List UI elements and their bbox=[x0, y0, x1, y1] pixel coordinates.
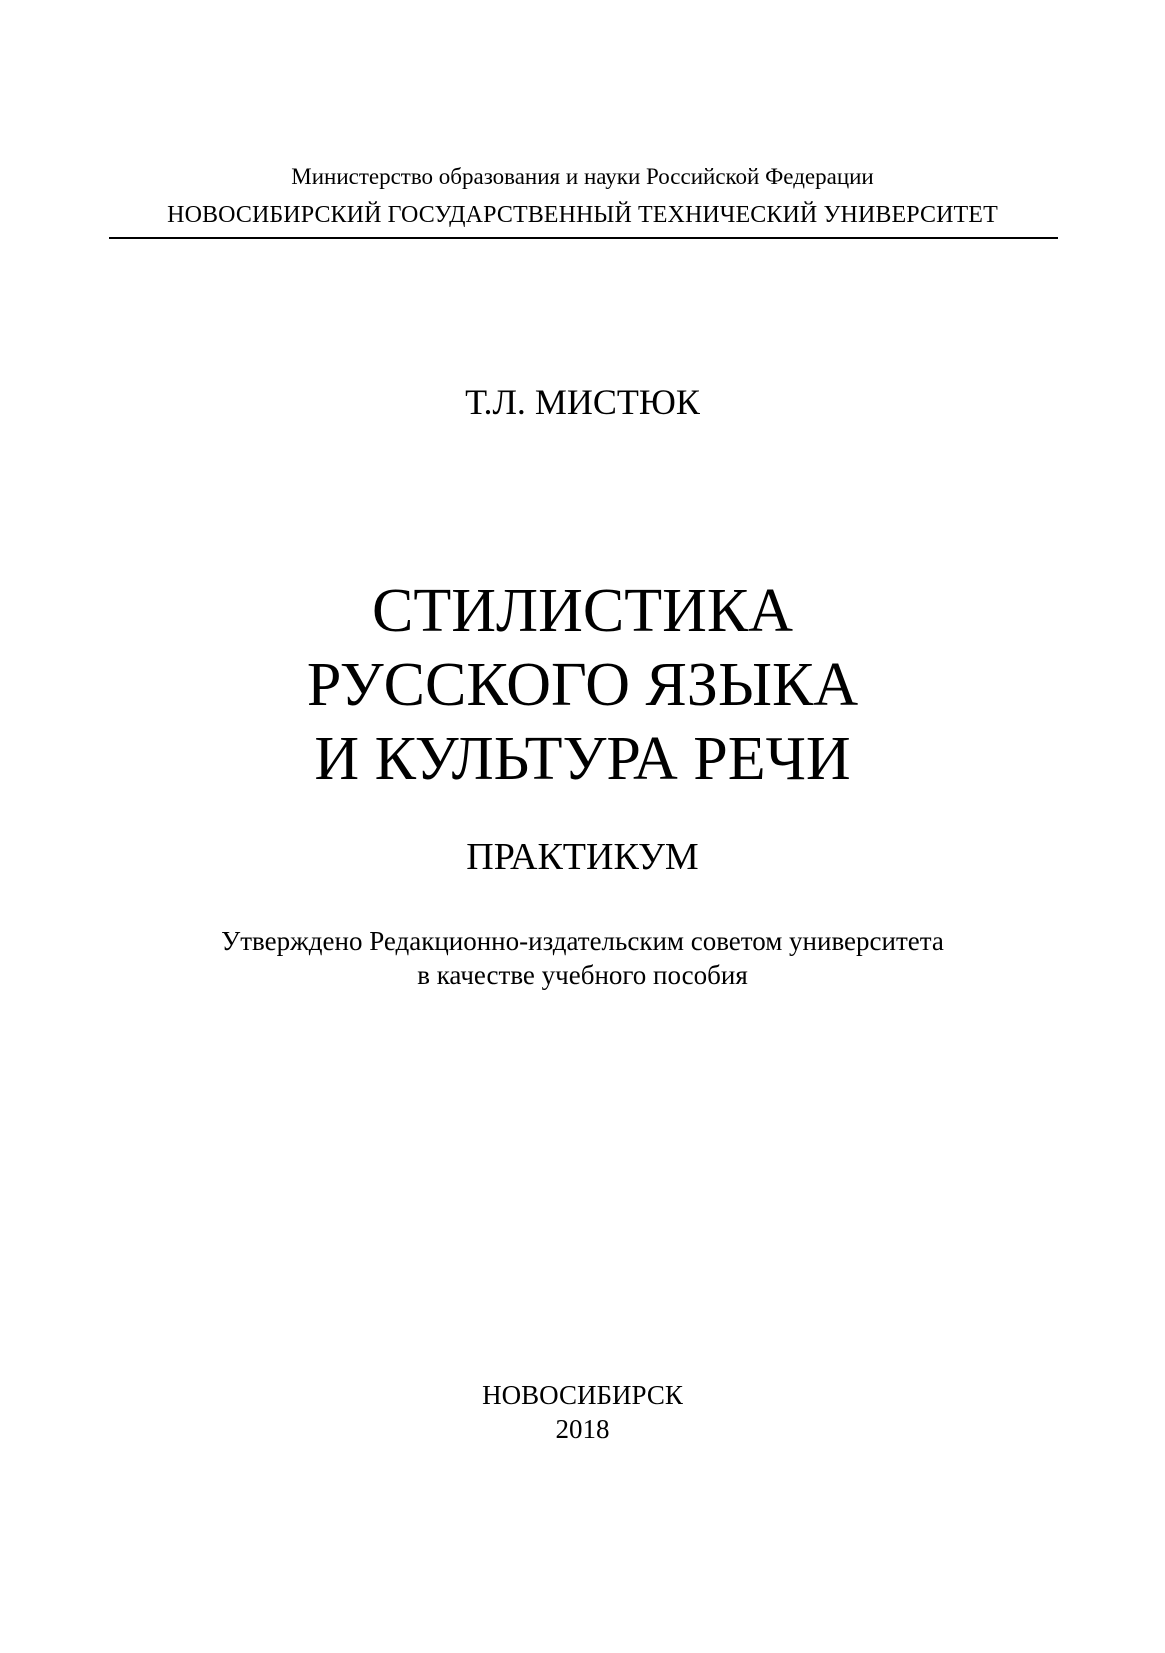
title-line: И КУЛЬТУРА РЕЧИ bbox=[314, 725, 851, 793]
approval-line: Утверждено Редакционно-издательским советом университета bbox=[221, 926, 944, 956]
approval-note bbox=[0, 924, 1165, 992]
header-divider bbox=[109, 237, 1058, 239]
ministry-name: Министерство образования и науки Российской Федерации bbox=[291, 164, 874, 189]
author-name: Т.Л. МИСТЮК bbox=[465, 382, 700, 422]
title-line: СТИЛИСТИКА bbox=[372, 577, 793, 645]
imprint bbox=[0, 1378, 1165, 1446]
approval-line: в качестве учебного пособия bbox=[417, 960, 748, 990]
imprint-year: 2018 bbox=[555, 1414, 610, 1444]
book-title bbox=[0, 574, 1165, 796]
university-name: НОВОСИБИРСКИЙ ГОСУДАРСТВЕННЫЙ ТЕХНИЧЕСКИЙ УНИВЕРСИТЕТ bbox=[167, 202, 998, 228]
title-line: РУССКОГО ЯЗЫКА bbox=[306, 651, 859, 719]
imprint-city: НОВОСИБИРСК bbox=[482, 1380, 683, 1410]
book-subtitle: ПРАКТИКУМ bbox=[466, 836, 699, 878]
